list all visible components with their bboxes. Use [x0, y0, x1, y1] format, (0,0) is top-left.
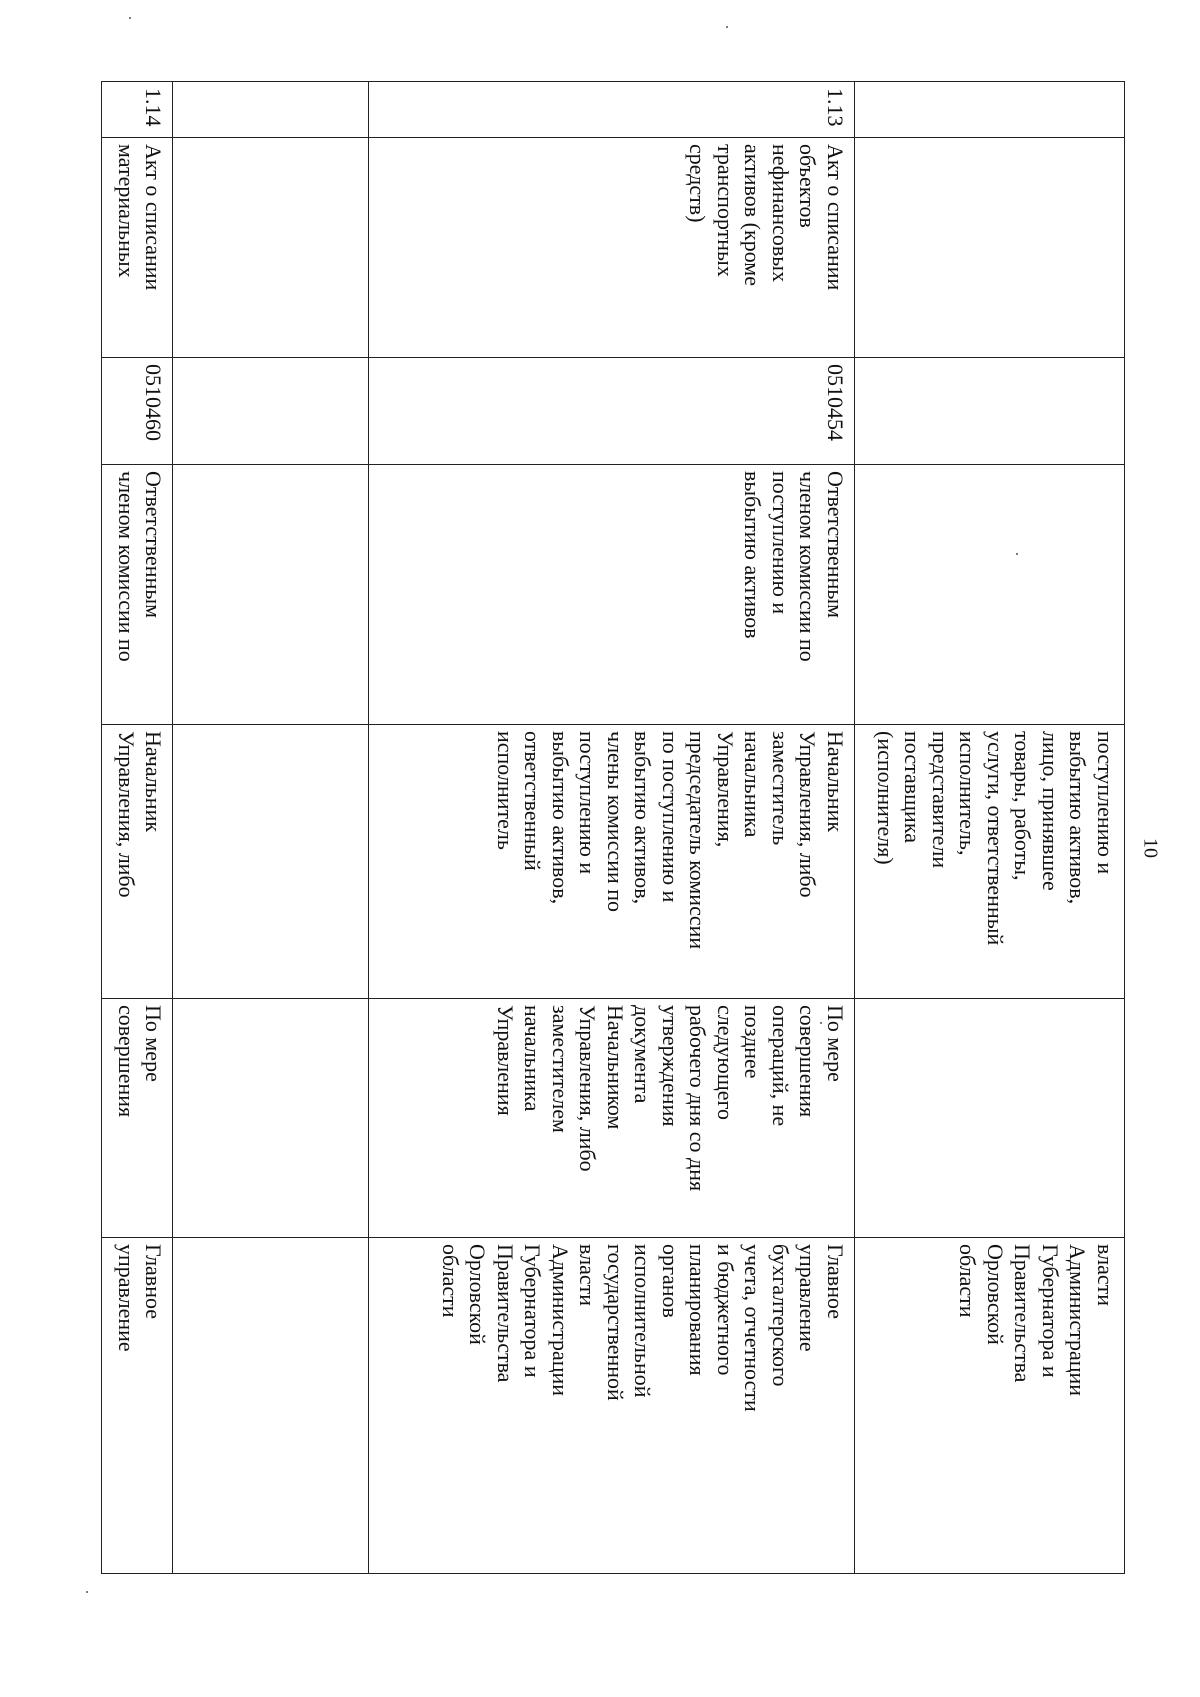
signers-cell: Начальник Управления, либо заместитель начальника Управления, председатель комиссии по поступлению и выбытию активов, члены комиссии по поступлению и выбытию активов, ответственный исполнитель	[368, 725, 854, 999]
row-number-cell	[854, 82, 1124, 138]
row-number-cell	[173, 82, 369, 138]
scan-speck	[86, 1591, 88, 1593]
scan-speck	[820, 1022, 822, 1024]
document-name-cell	[173, 138, 369, 358]
scan-speck	[1016, 553, 1018, 555]
responsible-cell	[854, 465, 1124, 725]
document-name-cell: Акт о списании материальных	[102, 138, 173, 358]
page-number: 10	[1139, 838, 1162, 858]
signers-cell	[173, 725, 369, 999]
form-code-cell	[854, 358, 1124, 465]
deadline-cell	[854, 999, 1124, 1238]
table-row	[102, 82, 173, 1574]
recipient-cell	[173, 1238, 369, 1574]
deadline-cell: По мере совершения операций, не позднее следующего рабочего дня со дня утверждения документа Начальником Управления, либо заместителем начальника Управления	[368, 999, 854, 1238]
scan-speck	[726, 26, 728, 28]
document-name-cell	[854, 138, 1124, 358]
table-row	[854, 82, 1124, 1574]
scan-speck	[129, 17, 131, 19]
document-table-rotated	[101, 81, 1125, 1573]
signers-cell: поступлению и выбытию активов, лицо, принявшее товары, работы, услуги, ответственный исполнитель, представители поставщика (исполнителя)	[854, 725, 1124, 999]
document-table	[101, 81, 1125, 1574]
signers-cell: Начальник Управления, либо	[102, 725, 173, 999]
responsible-cell	[173, 465, 369, 725]
recipient-cell: Главное управление	[102, 1238, 173, 1574]
document-name-cell: Акт о списании объектов нефинансовых активов (кроме транспортных средств)	[368, 138, 854, 358]
row-number-cell: 1.14	[102, 82, 173, 138]
form-code-cell	[173, 358, 369, 465]
recipient-cell: власти Администрации Губернатора и Правительства Орловской области	[854, 1238, 1124, 1574]
table-row	[173, 82, 369, 1574]
row-number-cell: 1.13	[368, 82, 854, 138]
responsible-cell: Ответственным членом комиссии по поступлению и выбытию активов	[368, 465, 854, 725]
table-row	[368, 82, 854, 1574]
deadline-cell: По мере совершения	[102, 999, 173, 1238]
responsible-cell: Ответственным членом комиссии по	[102, 465, 173, 725]
form-code-cell: 0510460	[102, 358, 173, 465]
form-code-cell: 0510454	[368, 358, 854, 465]
recipient-cell: Главное управление бухгалтерского учета, отчетности и бюджетного планирования органов исполнительной государственной власти Администрации Губернатора и Правительства Орловской области	[368, 1238, 854, 1574]
deadline-cell	[173, 999, 369, 1238]
